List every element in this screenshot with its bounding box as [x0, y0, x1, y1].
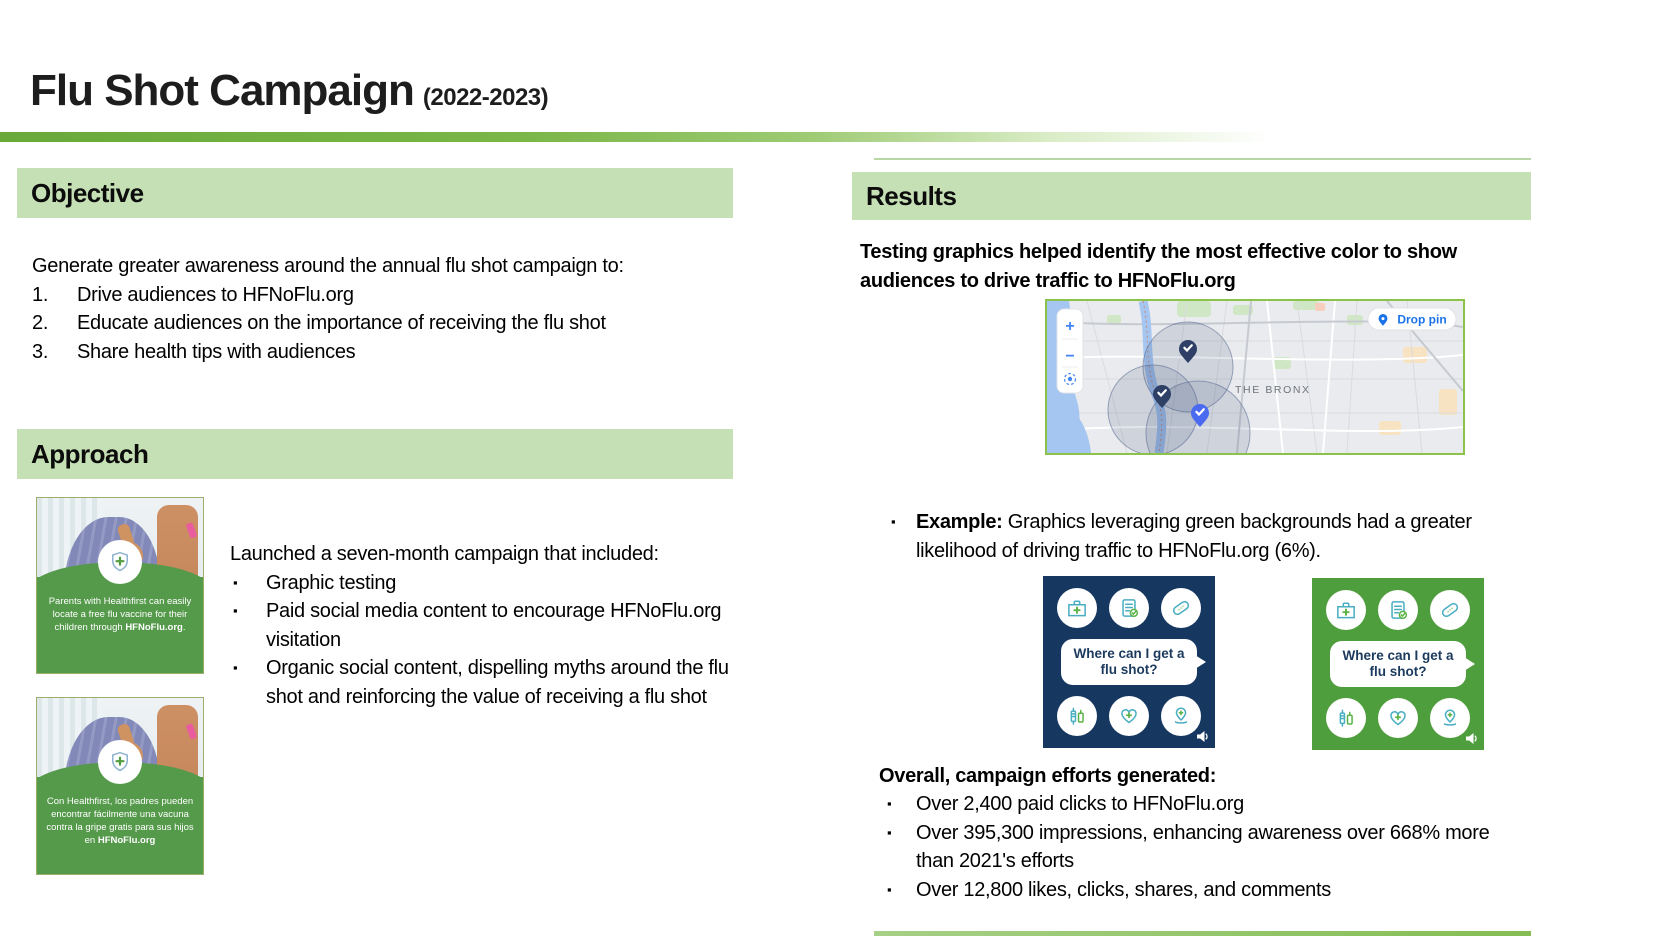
heart-health-icon — [1116, 703, 1142, 729]
approach-intro: Launched a seven-month campaign that included: — [230, 543, 659, 565]
flyer-caption-text: Con Healthfirst, los padres pueden encontrar fácilmente una vacuna contra la gripe gratis para sus hijos en — [46, 796, 194, 847]
title-underline — [0, 132, 1310, 142]
syringe-icon — [1333, 705, 1359, 731]
flyer-caption-link: HFNoFlu.org — [125, 621, 183, 633]
overall-bullet-3: Over 12,800 likes, clicks, shares, and comments — [916, 878, 1331, 901]
results-bottom-divider — [874, 931, 1531, 936]
overall-bullet-2: Over 395,300 impressions, enhancing awareness over 668% more than 2021's efforts — [916, 821, 1490, 872]
icon-row-bottom — [1326, 698, 1470, 738]
example-bullet — [888, 508, 1513, 565]
flyer-caption-text: Parents with Healthfirst can easily locate a free flu vaccine for their children through — [48, 595, 192, 633]
shield-badge — [98, 540, 142, 584]
first-aid-kit-icon — [1333, 597, 1359, 623]
page-title — [30, 66, 548, 116]
objective-heading-label: Objective — [31, 178, 144, 208]
example-text — [916, 508, 1513, 565]
targeting-map-image — [1045, 299, 1465, 455]
objective-item-1: Drive audiences to HFNoFlu.org — [77, 283, 354, 306]
results-lead: Testing graphics helped identify the most effective color to show audiences to drive traffic to HFNoFlu.org — [860, 241, 1457, 292]
results-heading-label: Results — [866, 181, 957, 211]
flyer-caption-link: HFNoFlu.org — [97, 835, 156, 847]
icon-circle — [1057, 696, 1097, 736]
syringe-icon — [1064, 703, 1090, 729]
icon-circle — [1161, 588, 1201, 628]
shield-badge — [98, 740, 142, 784]
checklist-icon — [1385, 597, 1411, 623]
approach-bullet-3: Organic social content, dispelling myths around the flu shot and reinforcing the value of receiving a flu shot — [266, 657, 729, 708]
sound-icon — [1465, 732, 1478, 745]
objective-body — [32, 252, 732, 366]
icon-row-bottom — [1057, 696, 1201, 736]
icon-circle — [1109, 696, 1149, 736]
overall-bullet-1: Over 2,400 paid clicks to HFNoFlu.org — [916, 793, 1244, 815]
social-graphic-green — [1312, 578, 1484, 750]
icon-circle — [1109, 588, 1149, 628]
flyer-image-spanish — [36, 697, 204, 875]
objective-list — [32, 281, 732, 367]
list-item — [884, 790, 1529, 819]
bandage-icon — [1168, 595, 1194, 621]
icon-row-top — [1326, 590, 1470, 630]
flyer-green-panel — [37, 577, 203, 673]
sound-icon — [1196, 730, 1209, 743]
flyer-image-english — [36, 497, 204, 674]
flyer-caption-suffix: . — [182, 621, 186, 633]
map-zoom-controls — [1057, 309, 1083, 393]
approach-list — [230, 569, 745, 712]
location-pin-icon — [1168, 703, 1194, 729]
approach-heading — [17, 429, 733, 479]
shield-cross-icon — [106, 548, 134, 576]
icon-circle — [1430, 698, 1470, 738]
list-item — [230, 597, 745, 654]
bullet-marker: ▪ — [887, 796, 892, 811]
list-item — [230, 654, 745, 711]
results-heading — [852, 172, 1531, 220]
bandage-icon — [1437, 597, 1463, 623]
approach-body — [230, 540, 745, 711]
objective-heading — [17, 168, 733, 218]
list-item — [230, 569, 745, 598]
icon-row-top — [1057, 588, 1201, 628]
speech-bubble — [1061, 639, 1197, 685]
approach-bullet-1: Graphic testing — [266, 571, 397, 594]
objective-intro: Generate greater awareness around the annual flu shot campaign to: — [32, 255, 624, 277]
bullet-marker: ▪ — [233, 603, 238, 618]
shield-cross-icon — [106, 748, 134, 776]
bandage — [186, 723, 197, 740]
icon-circle — [1430, 590, 1470, 630]
speech-bubble — [1330, 641, 1466, 687]
icon-circle — [1378, 590, 1418, 630]
drop-pin-button[interactable] — [1368, 308, 1456, 330]
example-body: Graphics leveraging green backgrounds had a greater likelihood of driving traffic to HFNoFlu.org (6%). — [916, 511, 1472, 562]
region-label: THE BRONX — [1235, 384, 1311, 396]
list-item — [32, 281, 732, 310]
bullet-marker: ▪ — [233, 574, 238, 590]
drop-pin-label: Drop pin — [1397, 312, 1447, 327]
speech-bubble-text: Where can I get a flu shot? — [1073, 646, 1185, 677]
page-title-period: (2022-2023) — [422, 84, 549, 111]
bullet-marker: ▪ — [891, 514, 896, 529]
checklist-icon — [1116, 595, 1142, 621]
social-graphic-navy — [1043, 576, 1215, 748]
icon-circle — [1326, 698, 1366, 738]
icon-circle — [1161, 696, 1201, 736]
results-top-divider — [874, 158, 1531, 160]
speech-bubble-text: Where can I get a flu shot? — [1342, 648, 1454, 679]
example-label: Example: — [916, 511, 1003, 533]
flyer-green-panel — [37, 777, 203, 874]
icon-circle — [1378, 698, 1418, 738]
heart-health-icon — [1385, 705, 1411, 731]
zoom-in-button[interactable]: + — [1065, 318, 1075, 335]
bullet-marker: ▪ — [887, 824, 892, 840]
map-graphic — [1047, 301, 1463, 453]
overall-heading: Overall, campaign efforts generated: — [879, 765, 1217, 787]
location-pin-icon — [1437, 705, 1463, 731]
bullet-marker: ▪ — [887, 881, 892, 897]
approach-heading-label: Approach — [31, 439, 149, 469]
list-item — [32, 309, 732, 338]
icon-circle — [1326, 590, 1366, 630]
list-item — [884, 876, 1529, 905]
flyer-caption — [46, 795, 194, 847]
first-aid-kit-icon — [1064, 595, 1090, 621]
overall-list — [884, 790, 1529, 904]
bandage — [186, 523, 197, 539]
list-item — [884, 819, 1529, 876]
objective-item-3: Share health tips with audiences — [77, 340, 356, 363]
objective-item-2: Educate audiences on the importance of receiving the flu shot — [77, 312, 606, 334]
list-item — [32, 338, 732, 367]
approach-bullet-2: Paid social media content to encourage HFNoFlu.org visitation — [266, 600, 722, 651]
bullet-marker: ▪ — [233, 660, 238, 675]
page-title-text: Flu Shot Campaign — [30, 66, 414, 115]
icon-circle — [1057, 588, 1097, 628]
zoom-out-button[interactable]: − — [1065, 348, 1075, 365]
flyer-caption — [46, 595, 194, 634]
